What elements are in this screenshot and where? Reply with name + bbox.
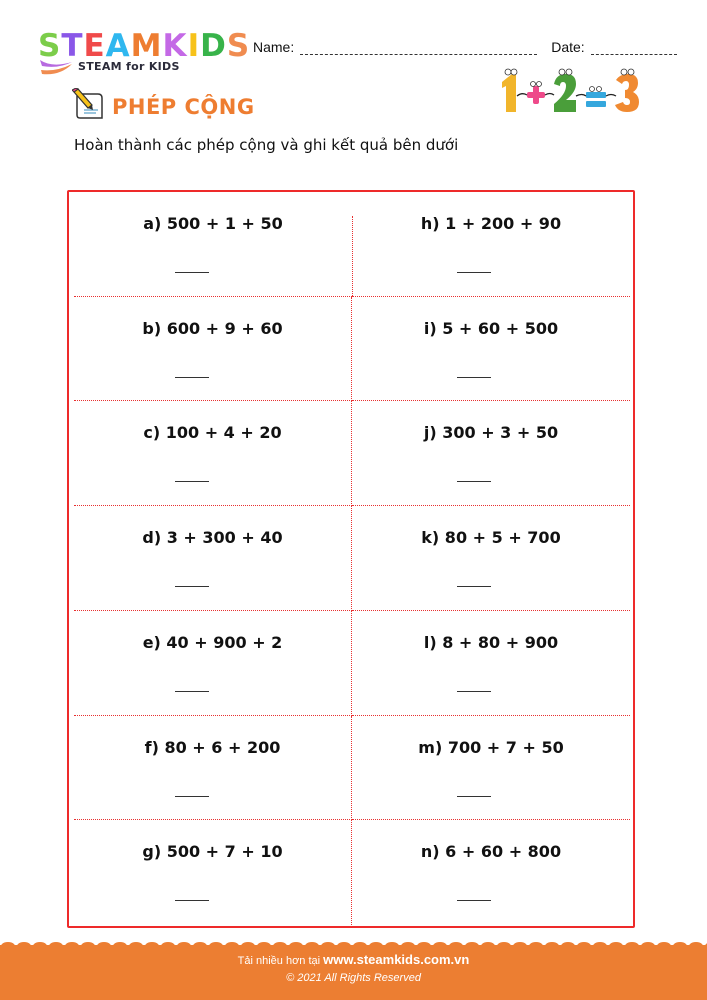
answer-blank[interactable] <box>457 900 491 901</box>
answer-blank[interactable] <box>175 586 209 587</box>
logo-letter: D <box>200 28 227 64</box>
problem-text: m) 700 + 7 + 50 <box>418 737 564 757</box>
answer-blank[interactable] <box>175 691 209 692</box>
problem-cell-b <box>74 297 352 402</box>
problem-cell-j <box>352 401 630 506</box>
problem-text: c) 100 + 4 + 20 <box>143 423 282 443</box>
problem-text: d) 3 + 300 + 40 <box>142 528 283 548</box>
problem-cell-l <box>352 611 630 716</box>
problem-cell-d <box>74 506 352 611</box>
problem-text: f) 80 + 6 + 200 <box>144 737 281 757</box>
problem-grid <box>74 192 630 925</box>
answer-blank[interactable] <box>457 586 491 587</box>
footer-download-line <box>0 952 707 967</box>
problem-text: n) 6 + 60 + 800 <box>420 842 562 862</box>
logo-letter: I <box>187 28 201 64</box>
logo-letter: E <box>83 28 106 64</box>
answer-blank[interactable] <box>175 481 209 482</box>
logo-letter: T <box>61 28 84 64</box>
footer-url-link[interactable]: www.steamkids.com.vn <box>323 952 470 967</box>
problem-cell-c <box>74 401 352 506</box>
problem-cell-h <box>352 192 630 297</box>
problem-cell-g <box>74 820 352 925</box>
answer-blank[interactable] <box>457 377 491 378</box>
date-label: Date: <box>551 39 585 55</box>
name-field[interactable] <box>300 43 537 55</box>
date-field[interactable] <box>591 43 677 55</box>
steam-kids-logo <box>38 28 251 78</box>
problem-cell-n <box>352 820 630 925</box>
logo-letter: S <box>38 28 62 64</box>
answer-blank[interactable] <box>457 796 491 797</box>
problem-text: i) 5 + 60 + 500 <box>423 318 559 338</box>
logo-letter: K <box>162 28 188 64</box>
pencil-paper-icon <box>72 88 106 122</box>
answer-blank[interactable] <box>175 900 209 901</box>
problem-text: e) 40 + 900 + 2 <box>142 632 283 652</box>
problem-text: k) 80 + 5 + 700 <box>421 528 561 548</box>
logo-tagline: STEAM for KIDS <box>78 60 180 73</box>
answer-blank[interactable] <box>175 272 209 273</box>
problem-text: h) 1 + 200 + 90 <box>420 214 562 233</box>
problem-cell-a <box>74 192 352 297</box>
numbers-mascot-icon <box>496 68 641 116</box>
problem-cell-k <box>352 506 630 611</box>
problem-text: b) 600 + 9 + 60 <box>142 318 283 338</box>
problem-text: g) 500 + 7 + 10 <box>142 842 283 862</box>
problem-cell-f <box>74 716 352 821</box>
problem-text: l) 8 + 80 + 900 <box>423 632 559 652</box>
problem-cell-e <box>74 611 352 716</box>
answer-blank[interactable] <box>175 796 209 797</box>
problem-cell-i <box>352 297 630 402</box>
footer-copyright: © 2021 All Rights Reserved <box>286 972 421 984</box>
problem-cell-m <box>352 716 630 821</box>
logo-letter: M <box>130 28 163 64</box>
instruction-text: Hoàn thành các phép cộng và ghi kết quả bên dưới <box>74 136 459 154</box>
name-label: Name: <box>253 39 295 55</box>
answer-blank[interactable] <box>457 272 491 273</box>
problem-text: j) 300 + 3 + 50 <box>423 423 559 443</box>
problem-text: a) 500 + 1 + 50 <box>143 214 283 233</box>
logo-letter: S <box>226 28 251 64</box>
logo-swoosh-icon <box>38 56 76 76</box>
name-date-row <box>253 39 677 55</box>
answer-blank[interactable] <box>175 377 209 378</box>
answer-blank[interactable] <box>457 691 491 692</box>
logo-letter: A <box>105 28 131 64</box>
worksheet-box <box>67 190 635 928</box>
answer-blank[interactable] <box>457 481 491 482</box>
footer-prefix: Tải nhiều hơn tại <box>237 955 321 967</box>
page-title: PHÉP CỘNG <box>112 95 255 119</box>
